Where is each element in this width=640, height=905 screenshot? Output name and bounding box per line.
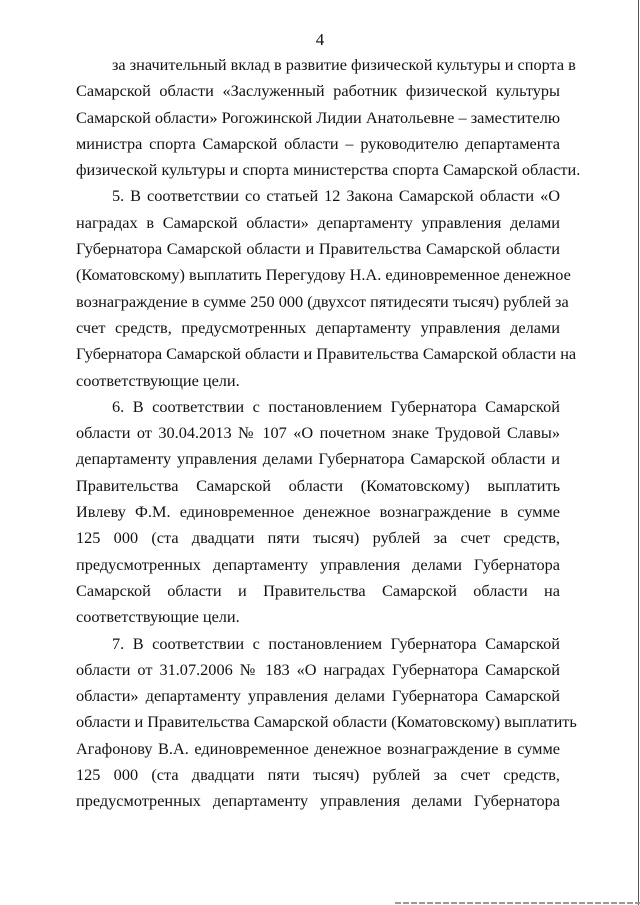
document-body xyxy=(76,52,581,815)
text-line: 125 000 (ста двадцати пяти тысяч) рублей за счет средств, xyxy=(76,765,560,785)
text-line: области и Правительства Самарской области (Коматовскому) выплатить xyxy=(76,712,577,732)
page-number: 4 xyxy=(315,30,325,49)
text-line: Ивлеву Ф.М. единовременное денежное вознаграждение в сумме xyxy=(76,502,560,522)
text-line: Самарской области «Заслуженный работник физической культуры xyxy=(76,81,560,101)
text-line: предусмотренных департаменту управления делами Губернатора xyxy=(76,554,560,574)
text-line: Самарской области и Правительства Самарской области на xyxy=(76,580,560,600)
text-line: министра спорта Самарской области – руководителю департамента xyxy=(76,133,560,153)
text-line: Губернатора Самарской области и Правительства Самарской области на xyxy=(76,344,577,364)
paragraph xyxy=(76,183,577,393)
text-line: 7. В соответствии с постановлением Губернатора Самарской xyxy=(112,633,560,653)
text-line: физической культуры и спорта министерства спорта Самарской области. xyxy=(76,160,581,180)
text-line: соответствующие цели. xyxy=(76,370,240,390)
text-line: предусмотренных департаменту управления делами Губернатора xyxy=(76,791,560,811)
text-line: Агафонову В.А. единовременное денежное вознаграждение в сумме xyxy=(76,738,560,758)
text-line: наградах в Самарской области» департаменту управления делами xyxy=(76,212,560,232)
text-line: счет средств, предусмотренных департаменту управления делами xyxy=(76,317,560,337)
text-line: за значительный вклад в развитие физической культуры и спорта в xyxy=(112,55,576,74)
paragraph xyxy=(76,52,581,183)
text-line: области от 31.07.2006 № 183 «О наградах Губернатора Самарской xyxy=(76,659,560,679)
text-line: области» департаменту управления делами Губернатора Самарской xyxy=(76,686,560,706)
text-line: (Коматовскому) выплатить Перегудову Н.А. единовременное денежное xyxy=(76,265,571,285)
text-line: Правительства Самарской области (Коматовскому) выплатить xyxy=(76,475,560,495)
scan-edge xyxy=(638,0,639,905)
text-line: департаменту управления делами Губернатора Самарской области и xyxy=(76,449,560,469)
scan-footer-mark xyxy=(395,902,640,904)
paragraph xyxy=(76,394,560,631)
text-line: Самарской области» Рогожинской Лидии Анатольевне – заместителю xyxy=(76,107,560,127)
text-line: соответствующие цели. xyxy=(76,607,240,627)
paragraph xyxy=(76,631,577,815)
text-line: вознаграждение в сумме 250 000 (двухсот пятидесяти тысяч) рублей за xyxy=(76,291,569,311)
text-line: 6. В соответствии с постановлением Губернатора Самарской xyxy=(112,396,560,416)
text-line: области от 30.04.2013 № 107 «О почетном знаке Трудовой Славы» xyxy=(76,423,560,443)
text-line: 125 000 (ста двадцати пяти тысяч) рублей за счет средств, xyxy=(76,528,560,548)
text-line: Губернатора Самарской области и Правительства Самарской области xyxy=(76,239,560,259)
text-line: 5. В соответствии со статьей 12 Закона Самарской области «О xyxy=(112,186,560,206)
